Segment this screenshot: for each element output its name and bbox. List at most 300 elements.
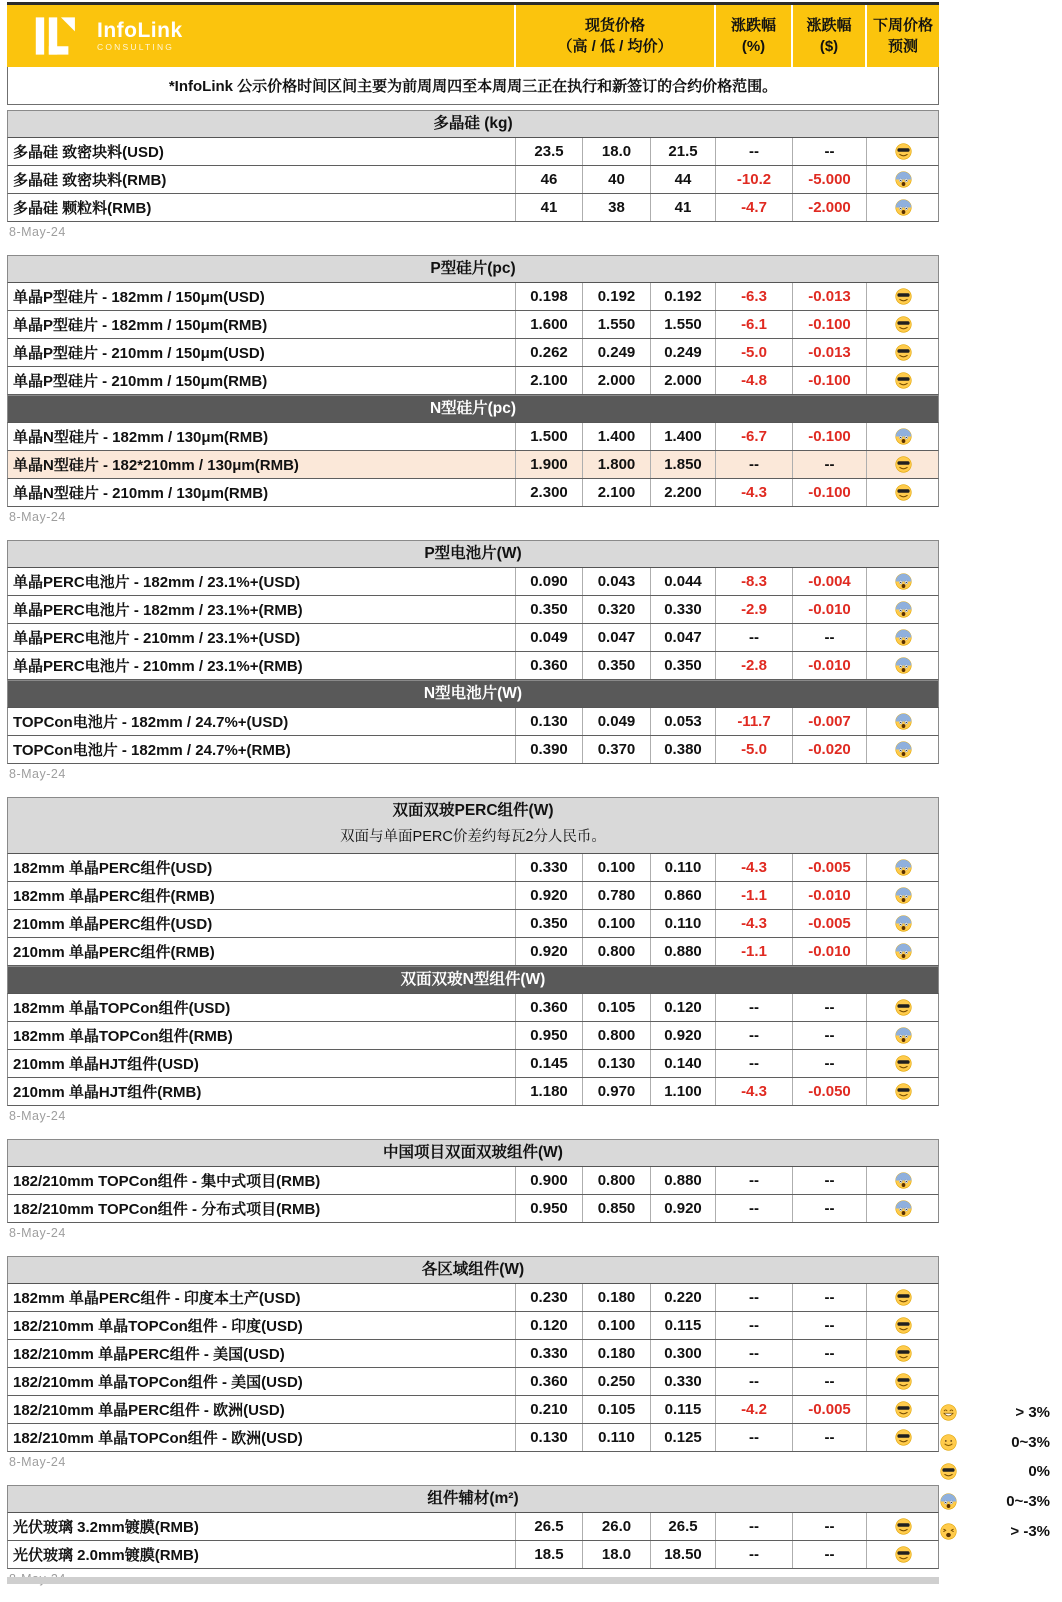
price-avg: 1.850	[650, 451, 715, 478]
product-name: TOPCon电池片 - 182mm / 24.7%+(RMB)	[13, 742, 291, 759]
table-row	[7, 1167, 939, 1195]
change-pct: --	[715, 624, 792, 651]
change-usd: -2.000	[792, 194, 866, 221]
section-header	[7, 540, 939, 568]
change-usd: -0.010	[792, 938, 866, 965]
section-header	[7, 1256, 939, 1284]
section-title: 双面双玻N型组件(W)	[400, 971, 546, 988]
legend-label: 0~-3%	[1006, 1493, 1050, 1511]
price-avg: 0.110	[650, 854, 715, 881]
legend-label: > -3%	[1010, 1522, 1050, 1540]
table-row	[7, 311, 939, 339]
price-low: 0.110	[582, 1424, 650, 1451]
section-9	[7, 1256, 939, 1485]
product-name: 单晶P型硅片 - 210mm / 150μm(RMB)	[13, 373, 268, 390]
table-row	[7, 1513, 939, 1541]
change-usd: --	[792, 994, 866, 1021]
product-name: 单晶N型硅片 - 210mm / 130μm(RMB)	[13, 485, 269, 502]
section-subtitle: 双面与单面PERC价差约每瓦2分人民币。	[340, 829, 606, 845]
price-avg: 0.330	[650, 1368, 715, 1395]
forecast-scream-face	[866, 596, 940, 623]
change-usd: --	[792, 138, 866, 165]
col-header-spot-price: 现货价格 （高 / 低 / 均价）	[514, 5, 714, 67]
section-title: 双面双玻PERC组件(W)	[392, 802, 554, 819]
product-name: 单晶P型硅片 - 210mm / 150μm(USD)	[13, 345, 265, 362]
forecast-scream-face	[866, 568, 940, 595]
sunglasses-face-icon	[895, 1289, 912, 1306]
product-name: 单晶PERC电池片 - 210mm / 23.1%+(RMB)	[13, 658, 303, 675]
change-usd: --	[792, 1424, 866, 1451]
change-pct: --	[715, 1340, 792, 1367]
forecast-scream-face	[866, 624, 940, 651]
change-usd: -0.020	[792, 736, 866, 763]
sunglasses-face-icon	[895, 1317, 912, 1334]
table-row	[7, 596, 939, 624]
price-low: 0.180	[582, 1284, 650, 1311]
price-low: 0.320	[582, 596, 650, 623]
sunglasses-face-icon	[895, 999, 912, 1016]
table-row	[7, 1195, 939, 1223]
change-usd: --	[792, 1340, 866, 1367]
section-date: 8-May-24	[9, 1226, 66, 1240]
scream-face-icon	[895, 629, 912, 646]
forecast-legend	[932, 1398, 1054, 1546]
table-row	[7, 194, 939, 222]
forecast-scream-face	[866, 423, 940, 450]
change-usd: -0.010	[792, 596, 866, 623]
price-high: 1.180	[515, 1078, 582, 1105]
price-high: 1.900	[515, 451, 582, 478]
change-pct: --	[715, 994, 792, 1021]
price-high: 2.300	[515, 479, 582, 506]
product-name: 182mm 单晶PERC组件 - 印度本土产(USD)	[13, 1290, 301, 1307]
forecast-scream-face	[866, 910, 940, 937]
sunglasses-face-icon	[895, 143, 912, 160]
section-date: 8-May-24	[9, 1109, 66, 1123]
scream-face-icon	[895, 199, 912, 216]
table-row	[7, 736, 939, 764]
scream-face-icon	[895, 657, 912, 674]
table-row	[7, 283, 939, 311]
forecast-scream-face	[866, 1167, 940, 1194]
sunglasses-face-icon	[895, 1345, 912, 1362]
sunglasses-face-icon	[895, 288, 912, 305]
price-high: 0.350	[515, 910, 582, 937]
change-pct: -10.2	[715, 166, 792, 193]
change-usd: --	[792, 1513, 866, 1540]
forecast-sunglasses-face	[866, 1312, 940, 1339]
change-pct: -4.3	[715, 1078, 792, 1105]
product-name: 单晶PERC电池片 - 182mm / 23.1%+(RMB)	[13, 602, 303, 619]
smile-face-icon	[940, 1434, 957, 1451]
price-high: 0.090	[515, 568, 582, 595]
section-gap	[7, 1590, 939, 1602]
price-high: 0.120	[515, 1312, 582, 1339]
product-name: 210mm 单晶PERC组件(USD)	[13, 916, 213, 933]
price-low: 0.130	[582, 1050, 650, 1077]
legend-label: 0~3%	[1011, 1433, 1050, 1451]
change-pct: -5.0	[715, 736, 792, 763]
change-pct: --	[715, 1541, 792, 1568]
forecast-sunglasses-face	[866, 451, 940, 478]
section-title: 中国项目双面双玻组件(W)	[383, 1144, 563, 1161]
product-name: 多晶硅 致密块料(USD)	[13, 144, 164, 161]
forecast-sunglasses-face	[866, 1513, 940, 1540]
price-high: 0.198	[515, 283, 582, 310]
change-usd: --	[792, 1022, 866, 1049]
section-header	[7, 966, 939, 994]
price-avg: 44	[650, 166, 715, 193]
section-header	[7, 1139, 939, 1167]
product-name: 单晶PERC电池片 - 210mm / 23.1%+(USD)	[13, 630, 301, 647]
section-gap	[7, 1127, 939, 1139]
section-10	[7, 1485, 939, 1602]
change-usd: --	[792, 1368, 866, 1395]
brand-name: InfoLink	[97, 19, 183, 42]
price-avg: 0.110	[650, 910, 715, 937]
section-header	[7, 797, 939, 854]
forecast-scream-face	[866, 166, 940, 193]
infolink-logo-icon	[33, 14, 87, 58]
change-usd: -0.100	[792, 479, 866, 506]
product-name: 182mm 单晶TOPCon组件(USD)	[13, 1000, 231, 1017]
section-gap	[7, 528, 939, 540]
product-name: 210mm 单晶PERC组件(RMB)	[13, 944, 215, 961]
change-pct: --	[715, 138, 792, 165]
price-high: 0.262	[515, 339, 582, 366]
forecast-sunglasses-face	[866, 1340, 940, 1367]
table-row	[7, 910, 939, 938]
change-usd: --	[792, 1284, 866, 1311]
section-date: 8-May-24	[9, 510, 66, 524]
product-name: 210mm 单晶HJT组件(RMB)	[13, 1084, 202, 1101]
forecast-sunglasses-face	[866, 339, 940, 366]
scream-face-icon	[895, 573, 912, 590]
price-high: 0.350	[515, 596, 582, 623]
scream-face-icon	[895, 859, 912, 876]
product-name: 单晶P型硅片 - 182mm / 150μm(USD)	[13, 289, 265, 306]
price-avg: 0.115	[650, 1312, 715, 1339]
legend-item	[932, 1516, 1054, 1546]
price-high: 1.600	[515, 311, 582, 338]
scream-face-icon	[895, 741, 912, 758]
change-pct: -8.3	[715, 568, 792, 595]
change-pct: -4.8	[715, 367, 792, 394]
sunglasses-face-icon	[895, 316, 912, 333]
change-pct: -4.2	[715, 1396, 792, 1423]
change-pct: --	[715, 1513, 792, 1540]
price-low: 0.100	[582, 1312, 650, 1339]
change-pct: --	[715, 451, 792, 478]
scream-face-icon	[940, 1493, 957, 1510]
section-title: N型硅片(pc)	[429, 400, 517, 417]
scream-face-icon	[895, 171, 912, 188]
price-high: 0.130	[515, 1424, 582, 1451]
price-avg: 21.5	[650, 138, 715, 165]
section-title: P型电池片(W)	[424, 545, 522, 562]
price-avg: 0.880	[650, 1167, 715, 1194]
product-name: 182mm 单晶TOPCon组件(RMB)	[13, 1028, 233, 1045]
price-high: 0.360	[515, 994, 582, 1021]
table-row	[7, 423, 939, 451]
change-pct: -6.7	[715, 423, 792, 450]
price-high: 18.5	[515, 1541, 582, 1568]
section-8	[7, 1139, 939, 1256]
product-name: 182/210mm 单晶PERC组件 - 美国(USD)	[13, 1346, 285, 1363]
product-name: 182/210mm TOPCon组件 - 分布式项目(RMB)	[13, 1201, 321, 1218]
forecast-scream-face	[866, 652, 940, 679]
section-4	[7, 540, 939, 680]
forecast-scream-face	[866, 736, 940, 763]
change-usd: -5.000	[792, 166, 866, 193]
change-pct: --	[715, 1050, 792, 1077]
forecast-sunglasses-face	[866, 1424, 940, 1451]
price-high: 0.360	[515, 652, 582, 679]
scream-face-icon	[895, 428, 912, 445]
scream-face-icon	[895, 1200, 912, 1217]
price-low: 0.180	[582, 1340, 650, 1367]
col-header-change-usd: 涨跌幅 ($)	[791, 5, 865, 67]
price-high: 0.920	[515, 882, 582, 909]
scream-face-icon	[895, 915, 912, 932]
price-avg: 0.300	[650, 1340, 715, 1367]
product-name: 光伏玻璃 3.2mm镀膜(RMB)	[13, 1519, 199, 1536]
change-pct: -4.3	[715, 910, 792, 937]
price-avg: 0.192	[650, 283, 715, 310]
section-gap	[7, 243, 939, 255]
price-low: 38	[582, 194, 650, 221]
table-row	[7, 652, 939, 680]
price-low: 0.250	[582, 1368, 650, 1395]
change-usd: -0.100	[792, 367, 866, 394]
sunglasses-face-icon	[895, 1546, 912, 1563]
product-name: 多晶硅 致密块料(RMB)	[13, 172, 167, 189]
price-low: 2.100	[582, 479, 650, 506]
sunglasses-face-icon	[895, 1518, 912, 1535]
change-pct: -4.3	[715, 479, 792, 506]
legend-item	[932, 1487, 1054, 1517]
change-usd: -0.005	[792, 910, 866, 937]
change-pct: -4.3	[715, 854, 792, 881]
table-row	[7, 1022, 939, 1050]
scream-face-icon	[895, 1027, 912, 1044]
product-name: 182/210mm 单晶TOPCon组件 - 印度(USD)	[13, 1318, 303, 1335]
scream-face-icon	[895, 943, 912, 960]
product-name: 单晶N型硅片 - 182*210mm / 130μm(RMB)	[13, 457, 299, 474]
forecast-scream-face	[866, 1195, 940, 1222]
change-usd: --	[792, 1167, 866, 1194]
price-low: 0.800	[582, 1022, 650, 1049]
price-low: 0.970	[582, 1078, 650, 1105]
brand-subtitle: CONSULTING	[97, 42, 175, 52]
forecast-sunglasses-face	[866, 311, 940, 338]
section-title: 多晶硅 (kg)	[433, 115, 513, 132]
table-row	[7, 1541, 939, 1569]
price-high: 0.130	[515, 708, 582, 735]
price-high: 0.950	[515, 1195, 582, 1222]
price-low: 1.800	[582, 451, 650, 478]
forecast-scream-face	[866, 708, 940, 735]
forecast-sunglasses-face	[866, 283, 940, 310]
section-gap	[7, 1244, 939, 1256]
section-header	[7, 395, 939, 423]
forecast-sunglasses-face	[866, 1396, 940, 1423]
product-name: 单晶P型硅片 - 182mm / 150μm(RMB)	[13, 317, 268, 334]
price-low: 0.049	[582, 708, 650, 735]
section-2	[7, 255, 939, 395]
change-pct: -1.1	[715, 938, 792, 965]
price-avg: 0.920	[650, 1195, 715, 1222]
product-name: 210mm 单晶HJT组件(USD)	[13, 1056, 199, 1073]
change-pct: -2.8	[715, 652, 792, 679]
price-low: 0.043	[582, 568, 650, 595]
price-high: 1.500	[515, 423, 582, 450]
price-low: 0.100	[582, 910, 650, 937]
forecast-sunglasses-face	[866, 1078, 940, 1105]
price-avg: 0.350	[650, 652, 715, 679]
change-usd: -0.010	[792, 882, 866, 909]
price-high: 26.5	[515, 1513, 582, 1540]
forecast-sunglasses-face	[866, 994, 940, 1021]
sunglasses-face-icon	[895, 1055, 912, 1072]
change-pct: -1.1	[715, 882, 792, 909]
table-row	[7, 708, 939, 736]
forecast-scream-face	[866, 1022, 940, 1049]
change-pct: --	[715, 1167, 792, 1194]
price-low: 0.105	[582, 1396, 650, 1423]
price-high: 46	[515, 166, 582, 193]
price-avg: 0.120	[650, 994, 715, 1021]
section-1	[7, 110, 939, 255]
change-usd: -0.004	[792, 568, 866, 595]
sunglasses-face-icon	[895, 1429, 912, 1446]
price-avg: 1.400	[650, 423, 715, 450]
change-usd: -0.050	[792, 1078, 866, 1105]
change-pct: -2.9	[715, 596, 792, 623]
change-usd: -0.100	[792, 423, 866, 450]
table-row	[7, 624, 939, 652]
price-high: 41	[515, 194, 582, 221]
change-usd: -0.010	[792, 652, 866, 679]
table-row	[7, 1424, 939, 1452]
forecast-sunglasses-face	[866, 138, 940, 165]
product-name: TOPCon电池片 - 182mm / 24.7%+(USD)	[13, 714, 289, 731]
product-name: 单晶N型硅片 - 182mm / 130μm(RMB)	[13, 429, 269, 446]
change-pct: -5.0	[715, 339, 792, 366]
price-avg: 1.550	[650, 311, 715, 338]
section-date: 8-May-24	[9, 225, 66, 239]
change-usd: -0.005	[792, 854, 866, 881]
sunglasses-face-icon	[940, 1463, 957, 1480]
price-avg: 2.000	[650, 367, 715, 394]
table-row	[7, 166, 939, 194]
sections	[7, 110, 939, 1602]
price-high: 0.360	[515, 1368, 582, 1395]
price-low: 0.192	[582, 283, 650, 310]
table-row	[7, 1396, 939, 1424]
price-high: 23.5	[515, 138, 582, 165]
change-pct: -6.1	[715, 311, 792, 338]
price-low: 0.249	[582, 339, 650, 366]
price-high: 0.900	[515, 1167, 582, 1194]
change-pct: --	[715, 1424, 792, 1451]
price-low: 18.0	[582, 138, 650, 165]
forecast-scream-face	[866, 854, 940, 881]
change-pct: -11.7	[715, 708, 792, 735]
forecast-sunglasses-face	[866, 1050, 940, 1077]
change-usd: -0.007	[792, 708, 866, 735]
change-usd: --	[792, 1050, 866, 1077]
price-low: 0.800	[582, 1167, 650, 1194]
section-title: P型硅片(pc)	[430, 260, 516, 277]
legend-item	[932, 1428, 1054, 1458]
table-row	[7, 854, 939, 882]
change-pct: -6.3	[715, 283, 792, 310]
price-high: 0.390	[515, 736, 582, 763]
change-usd: --	[792, 1541, 866, 1568]
price-avg: 0.249	[650, 339, 715, 366]
section-header	[7, 1485, 939, 1513]
section-title: 组件辅材(m²)	[427, 1490, 519, 1507]
col-header-change-pct: 涨跌幅 (%)	[714, 5, 791, 67]
price-low: 18.0	[582, 1541, 650, 1568]
table-row	[7, 1340, 939, 1368]
price-high: 0.049	[515, 624, 582, 651]
price-high: 0.145	[515, 1050, 582, 1077]
section-title: N型电池片(W)	[423, 685, 523, 702]
price-low: 1.550	[582, 311, 650, 338]
price-low: 0.780	[582, 882, 650, 909]
forecast-sunglasses-face	[866, 1541, 940, 1568]
price-avg: 0.880	[650, 938, 715, 965]
sunglasses-face-icon	[895, 456, 912, 473]
table-row	[7, 1050, 939, 1078]
change-usd: -0.013	[792, 283, 866, 310]
section-header	[7, 680, 939, 708]
col-header-forecast: 下周价格 预测	[865, 5, 939, 67]
forecast-sunglasses-face	[866, 1284, 940, 1311]
price-high: 0.920	[515, 938, 582, 965]
price-high: 0.210	[515, 1396, 582, 1423]
change-usd: -0.013	[792, 339, 866, 366]
change-pct: --	[715, 1368, 792, 1395]
product-name: 182/210mm 单晶TOPCon组件 - 欧洲(USD)	[13, 1430, 303, 1447]
table-row	[7, 938, 939, 966]
section-5	[7, 680, 939, 797]
price-low: 0.370	[582, 736, 650, 763]
sunglasses-face-icon	[895, 484, 912, 501]
price-low: 0.100	[582, 854, 650, 881]
change-usd: --	[792, 1312, 866, 1339]
product-name: 182mm 单晶PERC组件(RMB)	[13, 888, 215, 905]
tired-face-icon	[940, 1523, 957, 1540]
table-row	[7, 451, 939, 479]
table-row	[7, 568, 939, 596]
sunglasses-face-icon	[895, 1373, 912, 1390]
table-row	[7, 1368, 939, 1396]
section-date: 8-May-24	[9, 1455, 66, 1469]
table-row	[7, 882, 939, 910]
forecast-sunglasses-face	[866, 1368, 940, 1395]
product-name: 多晶硅 颗粒料(RMB)	[13, 200, 152, 217]
sunglasses-face-icon	[895, 1083, 912, 1100]
table-row	[7, 1312, 939, 1340]
price-avg: 0.380	[650, 736, 715, 763]
table-row	[7, 994, 939, 1022]
price-high: 0.330	[515, 854, 582, 881]
table-header	[7, 2, 939, 67]
section-7	[7, 966, 939, 1139]
